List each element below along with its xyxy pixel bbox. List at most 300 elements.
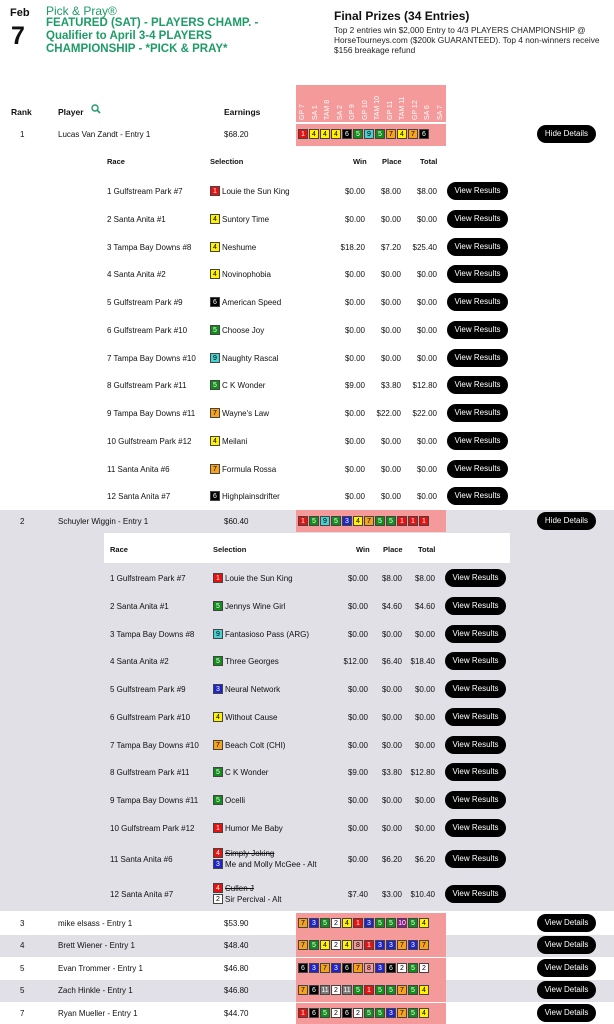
pick-number-badge: 5 [408,963,418,973]
pick-number-badge: 1 [353,918,363,928]
pick-number-badge: 6 [419,129,429,139]
race-code-label: GP 10 [361,100,369,120]
pick-number-badge: 1 [298,516,308,526]
entry-rank: 3 [20,919,25,928]
race-code-header [359,85,372,122]
pick-number-badge: 3 [408,940,418,950]
selection-number-badge: 5 [210,380,220,390]
win-amount: $7.40 [347,890,368,899]
win-amount: $0.00 [347,574,368,583]
selection-number-badge: 9 [213,629,223,639]
win-amount: $0.00 [344,492,365,501]
win-amount: $0.00 [347,630,368,639]
race-subheader: Race [110,545,128,554]
pick-number-badge: 2 [331,940,341,950]
race-code-label: GP 9 [349,104,356,120]
prize-title: Final Prizes (34 Entries) [334,9,470,23]
pick-number-badge: 5 [386,516,396,526]
pick-number-badge: 7 [298,918,308,928]
place-amount: $0.00 [380,492,401,501]
pick-number-badge: 4 [320,129,330,139]
race-code-label: TAM 11 [399,96,406,120]
pick-number-badge: 4 [419,918,429,928]
pick-number-badge: 4 [419,985,429,995]
pick-strip [298,918,429,928]
rank-column-header: Rank [11,107,32,117]
search-icon[interactable] [91,104,101,117]
win-subheader: Win [356,545,370,554]
race-name: 6 Gulfstream Park #10 [110,713,191,722]
pick-strip [298,963,429,973]
horse-name: Neshume [222,243,257,252]
selection-number-badge: 2 [213,894,223,904]
total-amount: $0.00 [416,492,437,501]
horse-name: Wayne's Law [222,409,270,418]
total-amount: $0.00 [416,465,437,474]
subheader-background [104,533,510,563]
selection-number-badge: 9 [210,353,220,363]
race-name: 12 Santa Anita #7 [110,890,174,899]
pick-number-badge: 4 [397,129,407,139]
hide-details-button[interactable]: Hide Details [537,125,596,143]
total-amount: $0.00 [416,270,437,279]
entry-earnings: $46.80 [224,986,249,995]
selection-number-badge: 6 [210,297,220,307]
pick-number-badge: 5 [309,516,319,526]
pick-number-badge: 5 [408,918,418,928]
view-details-button[interactable]: View Details [537,959,596,977]
race-name: 8 Gulfstream Park #11 [107,381,187,390]
horse-name: Beach Colt (CHI) [225,741,286,750]
view-results-button[interactable]: View Results [447,238,508,256]
view-results-button[interactable]: View Results [445,819,506,837]
view-results-button[interactable]: View Results [447,321,508,339]
win-amount: $0.00 [347,855,368,864]
pick-number-badge: 5 [375,516,385,526]
race-name: 6 Gulfstream Park #10 [107,326,188,335]
selection-number-badge: 7 [213,740,223,750]
pick-strip [298,129,429,139]
pick-number-badge: 7 [298,940,308,950]
win-amount: $0.00 [347,796,368,805]
pick-number-badge: 5 [320,918,330,928]
total-subheader: Total [418,545,436,554]
place-amount: $7.20 [380,243,401,252]
pick-strip [298,1008,429,1018]
place-amount: $22.00 [376,409,401,418]
pick-number-badge: 1 [397,516,407,526]
entry-2-background [0,510,614,911]
race-code-header [334,85,347,122]
race-code-header [371,85,384,122]
pick-number-badge: 7 [320,963,330,973]
win-amount: $0.00 [347,713,368,722]
horse-name: C K Wonder [222,381,266,390]
selection-number-badge: 5 [213,601,223,611]
view-results-button[interactable]: View Results [445,652,506,670]
race-code-header [309,85,322,122]
earnings-column-header[interactable]: Earnings [224,107,261,117]
selection-number-badge: 4 [210,214,220,224]
pick-number-badge: 4 [342,940,352,950]
win-amount: $0.00 [347,824,368,833]
selection-number-badge: 7 [210,408,220,418]
pick-number-badge: 7 [419,940,429,950]
pick-number-badge: 5 [408,1008,418,1018]
pick-number-badge: 4 [342,918,352,928]
entry-earnings: $68.20 [224,130,249,139]
total-amount: $0.00 [414,741,435,750]
selection-number-badge: 1 [213,823,223,833]
win-amount: $0.00 [344,270,365,279]
pick-number-badge: 5 [375,918,385,928]
total-amount: $0.00 [416,298,437,307]
total-amount: $0.00 [416,437,437,446]
place-amount: $0.00 [380,298,401,307]
horse-name: Three Georges [225,657,279,666]
player-name[interactable]: Brett Wiener - Entry 1 [58,941,135,950]
view-results-button[interactable]: View Results [447,404,508,422]
pick-number-badge: 10 [398,920,406,927]
pick-number-badge: 2 [419,963,429,973]
win-subheader: Win [353,157,367,166]
race-code-header [409,85,422,122]
race-name: 3 Tampa Bay Downs #8 [110,630,195,639]
race-name: 4 Santa Anita #2 [107,270,166,279]
pick-number-badge: 7 [408,129,418,139]
pick-number-badge: 3 [375,940,385,950]
total-subheader: Total [420,157,438,166]
total-amount: $12.80 [410,768,435,777]
pick-number-badge: 3 [331,963,341,973]
view-results-button[interactable]: View Results [445,791,506,809]
pick-number-badge: 1 [298,129,308,139]
horse-name: Naughty Rascal [222,354,279,363]
view-results-button[interactable]: View Results [445,763,506,781]
selection-number-badge: 5 [213,656,223,666]
horse-name: Meilani [222,437,248,446]
win-amount: $0.00 [344,298,365,307]
view-results-button[interactable]: View Results [445,569,506,587]
horse-name: Louie the Sun King [225,574,293,583]
race-name: 5 Gulfstream Park #9 [107,298,183,307]
view-results-button[interactable]: View Results [445,885,506,903]
race-code-label: SA 7 [436,105,444,120]
pick-number-badge: 5 [375,985,385,995]
pick-number-badge: 5 [364,1008,374,1018]
pick-number-badge: 1 [298,1008,308,1018]
race-name: 1 Gulfstream Park #7 [107,187,183,196]
race-code-label: GP 11 [386,100,394,120]
race-name: 10 Gulfstream Park #12 [110,824,195,833]
view-results-button[interactable]: View Results [445,736,506,754]
total-amount: $4.60 [414,602,435,611]
total-amount: $0.00 [416,215,437,224]
pick-number-badge: 3 [386,940,396,950]
total-amount: $18.40 [410,657,435,666]
pick-number-badge: 7 [298,985,308,995]
pick-number-badge: 2 [353,1008,363,1018]
place-amount: $6.40 [381,657,402,666]
view-results-button[interactable]: View Results [447,487,508,505]
pick-number-badge: 5 [353,129,363,139]
horse-name: Choose Joy [222,326,265,335]
entry-rank: 5 [20,964,25,973]
place-amount: $0.00 [380,437,401,446]
race-name: 1 Gulfstream Park #7 [110,574,186,583]
pick-number-badge: 4 [353,516,363,526]
pick-number-badge: 8 [353,940,363,950]
race-name: 9 Tampa Bay Downs #11 [107,409,196,418]
pick-number-badge: 8 [364,963,374,973]
pick-number-badge: 5 [309,940,319,950]
player-name[interactable]: Ryan Mueller - Entry 1 [58,1009,138,1018]
race-code-label: TAM 10 [374,96,381,120]
view-results-button[interactable]: View Results [445,708,506,726]
total-amount: $0.00 [414,630,435,639]
win-amount: $9.00 [344,381,365,390]
race-code-label: SA 6 [424,105,431,120]
pick-number-badge: 5 [375,129,385,139]
pick-number-badge: 6 [298,963,308,973]
win-amount: $0.00 [347,602,368,611]
selection-number-badge: 5 [213,767,223,777]
entry-earnings: $46.80 [224,964,249,973]
race-name: 10 Gulfstream Park #12 [107,437,192,446]
pick-number-badge: 2 [397,963,407,973]
total-amount: $12.80 [412,381,437,390]
pick-number-badge: 6 [342,129,352,139]
contest-type: Pick & Pray® [46,4,117,18]
race-name: 11 Santa Anita #6 [107,465,170,474]
pick-number-badge: 5 [353,985,363,995]
win-amount: $0.00 [344,437,365,446]
pick-number-badge: 9 [364,129,374,139]
race-code-label: GP 7 [299,104,306,120]
selection-number-badge: 6 [210,491,220,501]
place-amount: $0.00 [380,270,401,279]
selection-number-badge: 1 [210,186,220,196]
total-amount: $0.00 [414,824,435,833]
view-results-button[interactable]: View Results [445,625,506,643]
win-amount: $0.00 [344,215,365,224]
race-name: 2 Santa Anita #1 [110,602,169,611]
pick-number-badge: 11 [321,987,329,994]
place-amount: $0.00 [381,741,402,750]
total-amount: $0.00 [416,326,437,335]
race-code-label: GP 12 [411,100,419,120]
pick-number-badge: 6 [386,963,396,973]
view-details-button[interactable]: View Details [537,914,596,932]
player-column-header[interactable]: Player [58,107,84,117]
selection-subheader: Selection [210,157,244,166]
race-name: 5 Gulfstream Park #9 [110,685,186,694]
selection-number-badge: 4 [213,848,223,858]
view-results-button[interactable]: View Results [447,349,508,367]
view-details-button[interactable]: View Details [537,981,596,999]
hide-details-button[interactable]: Hide Details [537,512,596,530]
horse-name: Jennys Wine Girl [225,602,286,611]
pick-number-badge: 2 [331,985,341,995]
selection-number-badge: 4 [210,436,220,446]
pick-number-badge: 6 [342,963,352,973]
view-results-button[interactable]: View Results [447,210,508,228]
pick-number-badge: 3 [375,963,385,973]
win-amount: $0.00 [344,187,365,196]
place-amount: $0.00 [381,713,402,722]
view-results-button[interactable]: View Results [445,680,506,698]
place-amount: $6.20 [381,855,402,864]
view-results-button[interactable]: View Results [447,293,508,311]
place-amount: $8.00 [380,187,401,196]
player-name[interactable]: mike elsass - Entry 1 [58,919,133,928]
view-results-button[interactable]: View Results [447,432,508,450]
pick-number-badge: 2 [331,1008,341,1018]
view-results-button[interactable]: View Results [447,265,508,283]
horse-name: Louie the Sun King [222,187,290,196]
race-name: 9 Tampa Bay Downs #11 [110,796,199,805]
total-amount: $25.40 [412,243,437,252]
race-code-header [396,85,409,122]
place-amount: $0.00 [381,685,402,694]
pick-number-badge: 4 [331,129,341,139]
pick-number-badge: 5 [386,985,396,995]
view-results-button[interactable]: View Results [447,460,508,478]
pick-number-badge: 7 [397,985,407,995]
page-header [0,0,614,95]
win-amount: $0.00 [344,409,365,418]
place-amount: $0.00 [380,465,401,474]
race-name: 4 Santa Anita #2 [110,657,169,666]
pick-number-badge: 6 [309,985,319,995]
selection-number-badge: 4 [213,712,223,722]
prize-description: Top 2 entries win $2,000 Entry to 4/3 PLAYERS CHAMPIONSHIP @ HorseTourneys.com ($200k GUARANTEED). Top 4 non-winners receive $156 breakage refund [334,25,600,55]
place-amount: $3.80 [380,381,401,390]
place-subheader: Place [382,157,402,166]
view-results-button[interactable]: View Results [445,850,506,868]
race-name: 7 Tampa Bay Downs #10 [110,741,199,750]
place-amount: $4.60 [381,602,402,611]
view-details-button[interactable]: View Details [537,936,596,954]
view-details-button[interactable]: View Details [537,1004,596,1022]
pick-strip [298,516,429,526]
pick-number-badge: 3 [342,516,352,526]
date-day: 7 [11,22,25,50]
race-code-label: SA 1 [311,105,319,120]
selection-subheader: Selection [213,545,247,554]
place-amount: $8.00 [381,574,402,583]
pick-number-badge: 5 [331,516,341,526]
race-name: 2 Santa Anita #1 [107,215,166,224]
total-amount: $0.00 [414,685,435,694]
player-name[interactable]: Schuyler Wiggin - Entry 1 [58,517,149,526]
win-amount: $9.00 [347,768,368,777]
entry-rank: 4 [20,941,25,950]
selection-number-badge: 5 [210,325,220,335]
pick-strip [298,985,429,995]
total-amount: $6.20 [414,855,435,864]
pick-number-badge: 7 [364,516,374,526]
entry-rank: 5 [20,986,25,995]
pick-number-badge: 1 [364,985,374,995]
selection-number-badge: 1 [213,573,223,583]
view-results-button[interactable]: View Results [445,597,506,615]
race-code-header [434,85,447,122]
view-results-button[interactable]: View Results [447,182,508,200]
total-amount: $22.00 [412,409,437,418]
win-amount: $0.00 [344,465,365,474]
place-amount: $0.00 [381,824,402,833]
selection-number-badge: 4 [213,883,223,893]
race-code-header [421,85,434,122]
horse-name: Fantasioso Pass (ARG) [225,630,310,639]
place-amount: $0.00 [380,215,401,224]
horse-name: Ocelli [225,796,246,805]
place-amount: $3.80 [381,768,402,777]
win-amount: $12.00 [343,657,368,666]
race-name: 7 Tampa Bay Downs #10 [107,354,196,363]
place-amount: $0.00 [381,796,402,805]
total-amount: $8.00 [414,574,435,583]
race-code-header [346,85,359,122]
horse-name: C K Wonder [225,768,269,777]
race-code-label: SA 2 [336,105,344,120]
pick-number-badge: 5 [386,918,396,928]
place-amount: $0.00 [380,354,401,363]
horse-name: Me and Molly McGee - Alt [225,860,317,869]
win-amount: $0.00 [344,326,365,335]
selection-number-badge: 5 [213,795,223,805]
total-amount: $0.00 [416,354,437,363]
player-name[interactable]: Lucas Van Zandt - Entry 1 [58,130,151,139]
pick-number-badge: 4 [320,940,330,950]
horse-name: Humor Me Baby [225,824,283,833]
pick-number-badge: 3 [309,963,319,973]
race-code-header [384,85,397,122]
pick-number-badge: 5 [375,1008,385,1018]
pick-number-badge: 3 [364,918,374,928]
entry-earnings: $44.70 [224,1009,249,1018]
horse-name: American Speed [222,298,282,307]
contest-title: FEATURED (SAT) - PLAYERS CHAMP. - Qualifier to April 3-4 PLAYERS CHAMPIONSHIP - *PICK & PRAY* [46,17,259,55]
race-column-headers [296,85,446,122]
pick-number-badge: 5 [408,985,418,995]
pick-number-badge: 1 [419,516,429,526]
race-name: 3 Tampa Bay Downs #8 [107,243,192,252]
selection-number-badge: 4 [210,269,220,279]
date-month: Feb [10,7,30,19]
total-amount: $8.00 [416,187,437,196]
horse-name: Without Cause [225,713,278,722]
horse-name: Cullen J [225,884,254,893]
entry-earnings: $53.90 [224,919,249,928]
selection-number-badge: 4 [210,242,220,252]
race-code-header [321,85,334,122]
place-amount: $3.00 [381,890,402,899]
pick-number-badge: 7 [397,940,407,950]
win-amount: $18.20 [340,243,365,252]
horse-name: Formula Rossa [222,465,277,474]
player-name[interactable]: Zach Hinkle - Entry 1 [58,986,133,995]
pick-number-badge: 4 [419,1008,429,1018]
total-amount: $10.40 [410,890,435,899]
selection-number-badge: 7 [210,464,220,474]
race-name: 12 Santa Anita #7 [107,492,171,501]
horse-name: Sir Percival - Alt [225,895,282,904]
view-results-button[interactable]: View Results [447,376,508,394]
pick-number-badge: 11 [343,987,351,994]
player-name[interactable]: Evan Trommer - Entry 1 [58,964,143,973]
